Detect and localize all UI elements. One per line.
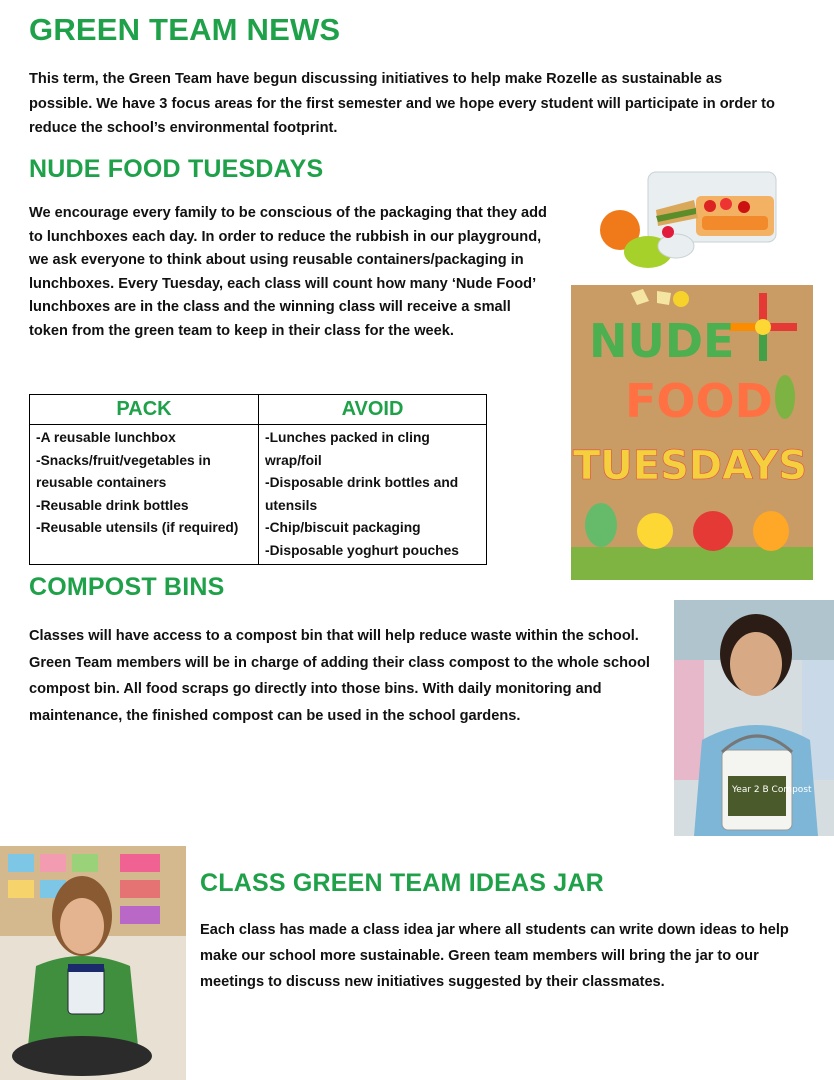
compost-bin-photo: [674, 600, 834, 836]
nude-food-paragraph: We encourage every family to be conscious of the packaging that they add to lunchboxes each day. In order to reduce the rubbish in our playground, we ask everyone to think about using reusable containers/packaging in lunchboxes. Every Tuesday, each class will count how many ‘Nude Food’ lunchboxes are in the class and the winning class will receive a small token from the green team to keep in their class for the week.: [29, 205, 547, 339]
ideas-jar-photo: [0, 846, 186, 1080]
list-item: -Disposable drink bottles and utensils: [265, 475, 459, 513]
list-item: -A reusable lunchbox: [36, 430, 176, 445]
avoid-cell: [259, 425, 487, 565]
compost-paragraph: Classes will have access to a compost bin that will help reduce waste within the school. Green Team members will be in charge of adding their class compost to the whole school compost bin. All food scraps go directly into those bins. With daily monitoring and maintenance, the finished compost can be used in the school gardens.: [29, 628, 650, 724]
nude-food-poster: [571, 285, 813, 580]
avoid-header: AVOID: [259, 395, 487, 425]
table-row: [30, 425, 487, 565]
list-item: -Lunches packed in cling wrap/foil: [265, 430, 430, 468]
compost-heading: COMPOST BINS: [29, 573, 225, 601]
list-item: -Reusable utensils (if required): [36, 520, 239, 535]
lunchbox-photo: [598, 160, 782, 275]
ideas-jar-heading: CLASS GREEN TEAM IDEAS JAR: [200, 869, 604, 897]
table-header-row: [30, 395, 487, 425]
intro-paragraph: This term, the Green Team have begun discussing initiatives to help make Rozelle as sustainable as possible. We have 3 focus areas for the first semester and we hope every student will participate in order to reduce the school’s environmental footprint.: [29, 71, 775, 136]
nude-food-heading: NUDE FOOD TUESDAYS: [29, 155, 324, 183]
list-item: -Reusable drink bottles: [36, 497, 189, 513]
poster-word-1: NUDE: [589, 314, 735, 368]
page-title: GREEN TEAM NEWS: [29, 12, 341, 47]
pack-avoid-table: [29, 394, 487, 565]
list-item: -Chip/biscuit packaging: [265, 520, 421, 535]
list-item: -Disposable yoghurt pouches: [265, 542, 459, 558]
bin-label: Year 2 B Compost: [732, 785, 812, 795]
poster-word-3: TUESDAYS: [573, 443, 808, 489]
poster-word-2: FOOD: [625, 374, 773, 428]
pack-header: PACK: [30, 395, 259, 425]
list-item: -Snacks/fruit/vegetables in reusable containers: [36, 452, 211, 490]
ideas-jar-paragraph: Each class has made a class idea jar where all students can write down ideas to help make our school more sustainable. Green team members will bring the jar to our meetings to discuss new initiatives suggested by their classmates.: [200, 922, 789, 990]
pack-cell: [30, 425, 259, 565]
